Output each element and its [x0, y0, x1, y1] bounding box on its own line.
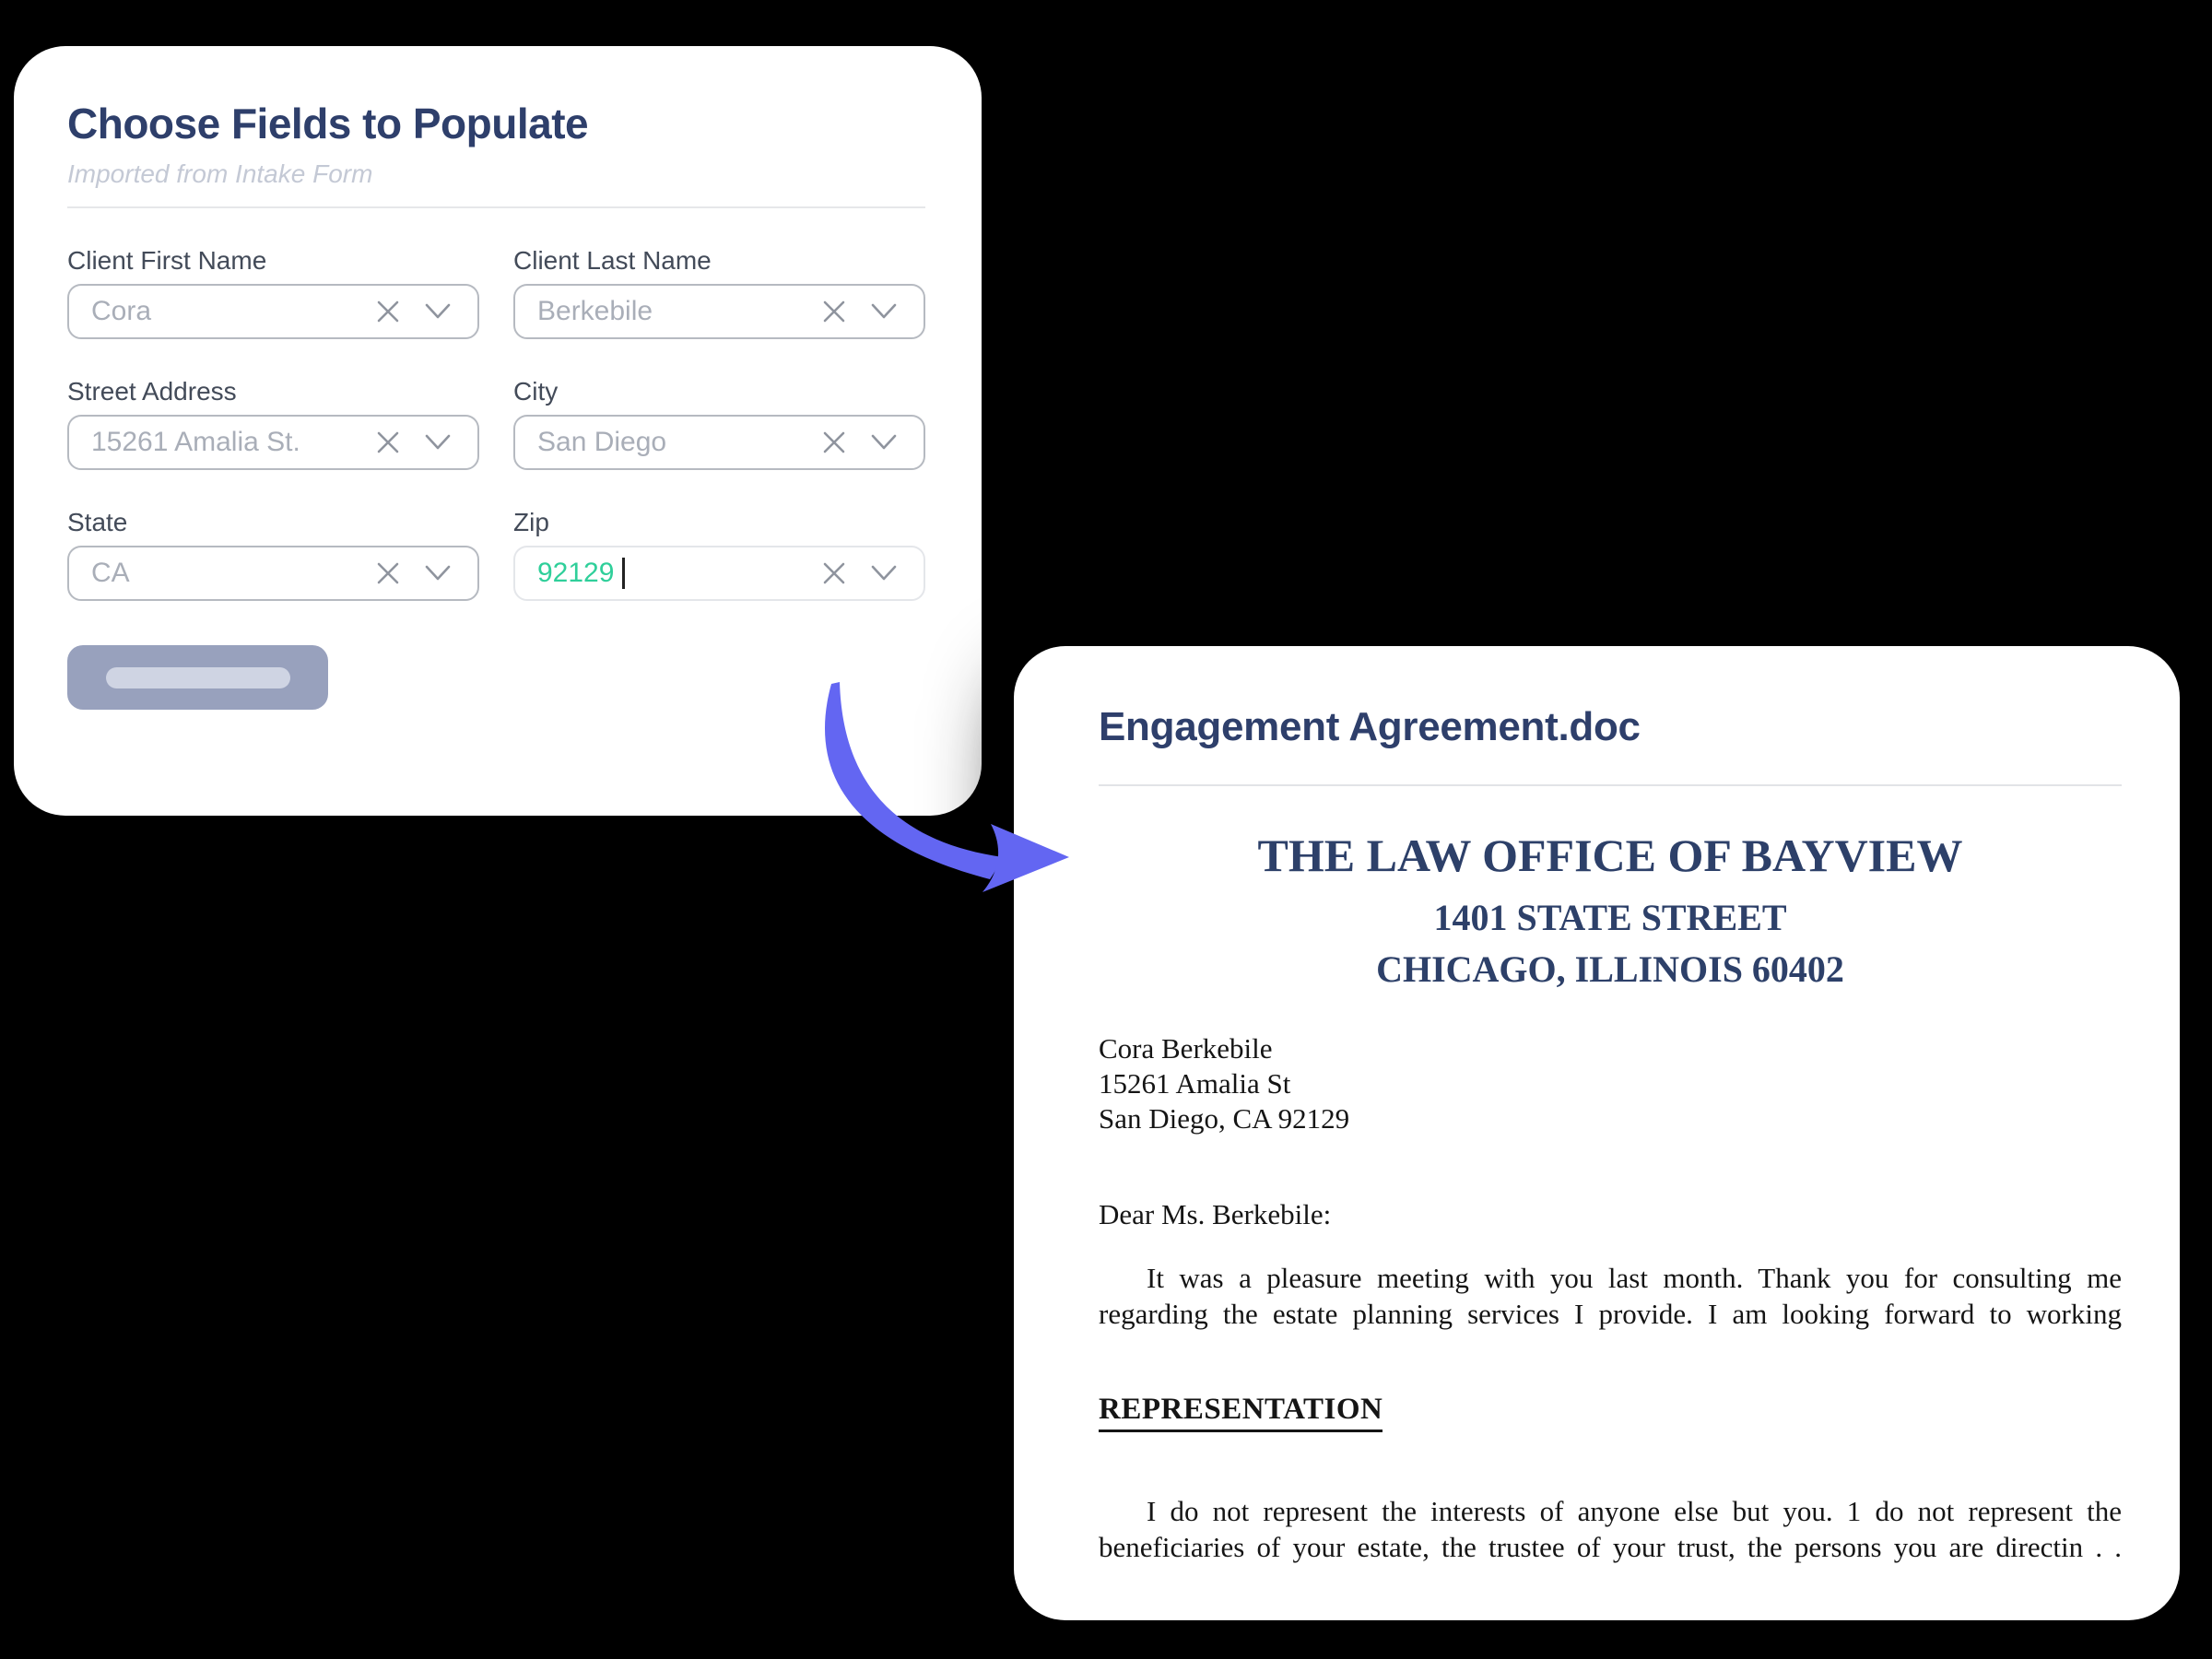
- letterhead: [1099, 829, 2122, 991]
- recipient-line: 15261 Amalia St: [1099, 1067, 1291, 1100]
- clear-icon[interactable]: [822, 430, 846, 454]
- button-label-placeholder: [106, 667, 290, 688]
- document-divider: [1099, 784, 2122, 786]
- chevron-down-icon[interactable]: [424, 432, 452, 453]
- chevron-down-icon[interactable]: [870, 563, 898, 583]
- chevron-down-icon[interactable]: [870, 432, 898, 453]
- paragraph-line: I do not represent the interests of anyone else but you. 1 do not represent the: [1147, 1495, 2122, 1527]
- paragraph-line: beneficiaries of your estate, the trustee of your trust, the persons you are directin . .: [1099, 1531, 2122, 1563]
- state-input[interactable]: [67, 546, 479, 601]
- input-value: San Diego: [537, 427, 667, 457]
- chevron-down-icon[interactable]: [424, 563, 452, 583]
- clear-icon[interactable]: [376, 430, 400, 454]
- populate-button-skeleton[interactable]: [67, 645, 328, 710]
- zip-input[interactable]: [513, 546, 925, 601]
- field-city: [513, 339, 925, 470]
- field-label: City: [513, 377, 559, 406]
- document-title: Engagement Agreement.doc: [1099, 704, 1641, 749]
- letter-paragraph: [1099, 1493, 2122, 1565]
- clear-icon[interactable]: [822, 561, 846, 585]
- paragraph-line: regarding the estate planning services I provide. I am looking forward to working: [1099, 1298, 2122, 1330]
- field-street-address: [67, 339, 479, 470]
- flow-arrow-icon: [783, 643, 1171, 938]
- input-value: CA: [91, 558, 130, 588]
- input-value: 15261 Amalia St.: [91, 427, 300, 457]
- input-value: 92129: [537, 547, 625, 599]
- section-heading: REPRESENTATION: [1099, 1391, 2122, 1432]
- text-cursor: [622, 558, 625, 589]
- clear-icon[interactable]: [822, 300, 846, 324]
- letterhead-line: THE LAW OFFICE OF BAYVIEW: [1257, 830, 1963, 881]
- recipient-block: [1099, 1031, 2122, 1136]
- field-label: State: [67, 508, 128, 536]
- street-address-input[interactable]: [67, 415, 479, 470]
- field-label: Zip: [513, 508, 549, 536]
- field-label: Client First Name: [67, 246, 267, 275]
- client-first-name-input[interactable]: [67, 284, 479, 339]
- recipient-line: San Diego, CA 92129: [1099, 1102, 1350, 1135]
- field-client-first-name: [67, 208, 479, 339]
- paragraph-line: It was a pleasure meeting with you last month. Thank you for consulting me: [1147, 1262, 2122, 1294]
- letterhead-line: CHICAGO, ILLINOIS 60402: [1376, 948, 1844, 990]
- letterhead-line: 1401 STATE STREET: [1433, 897, 1787, 938]
- fields-grid: [67, 208, 925, 601]
- chevron-down-icon[interactable]: [424, 301, 452, 322]
- clear-icon[interactable]: [376, 561, 400, 585]
- field-state: [67, 470, 479, 601]
- clear-icon[interactable]: [376, 300, 400, 324]
- field-client-last-name: [513, 208, 925, 339]
- chevron-down-icon[interactable]: [870, 301, 898, 322]
- input-value: Cora: [91, 296, 152, 326]
- input-value: Berkebile: [537, 296, 653, 326]
- client-last-name-input[interactable]: [513, 284, 925, 339]
- recipient-line: Cora Berkebile: [1099, 1032, 1273, 1065]
- field-label: Street Address: [67, 377, 237, 406]
- form-title: Choose Fields to Populate: [67, 100, 589, 147]
- document-card: [1014, 646, 2180, 1620]
- city-input[interactable]: [513, 415, 925, 470]
- field-zip: [513, 470, 925, 601]
- field-label: Client Last Name: [513, 246, 712, 275]
- form-subtitle: Imported from Intake Form: [67, 159, 373, 188]
- salutation: Dear Ms. Berkebile:: [1099, 1198, 1332, 1230]
- letter-paragraph: [1099, 1260, 2122, 1332]
